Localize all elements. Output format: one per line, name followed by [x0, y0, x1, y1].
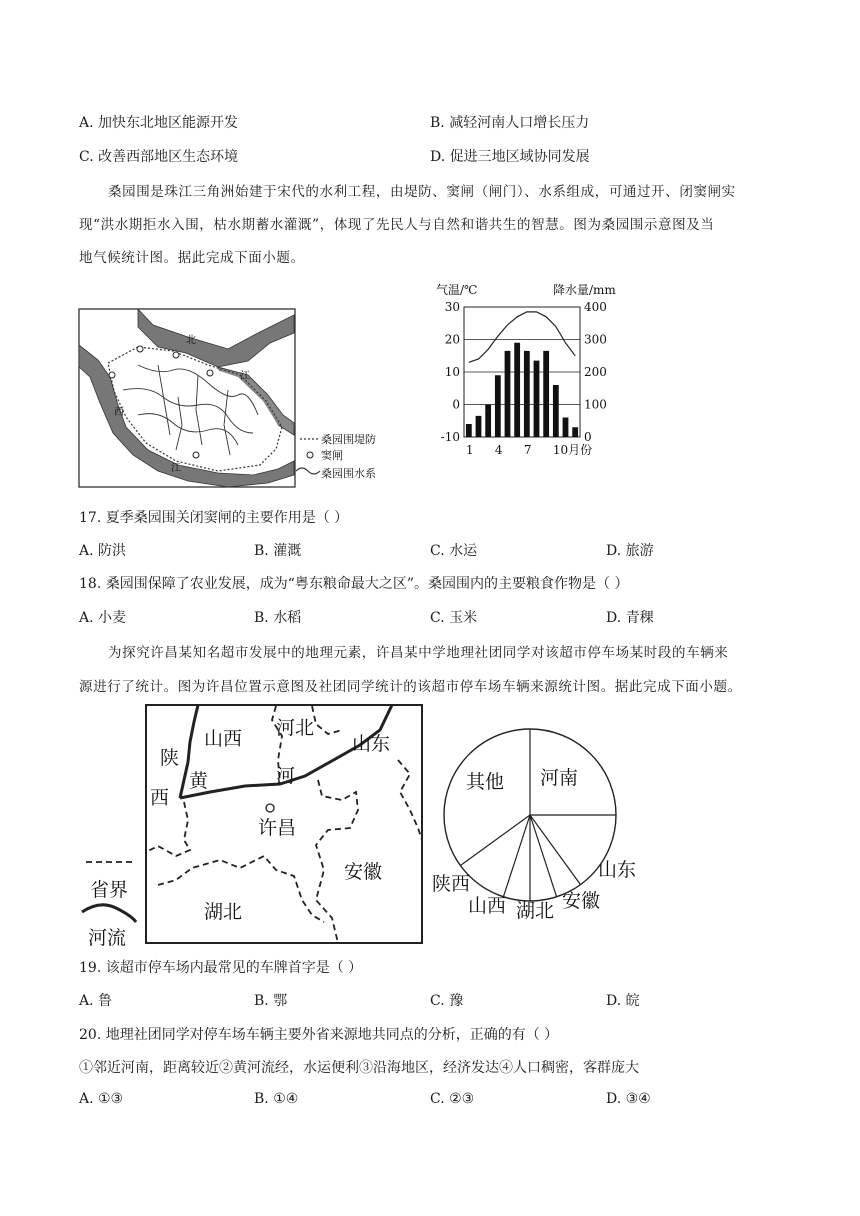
q17-option-a: A. 防洪 [79, 543, 127, 559]
map2-label-shanxi: 山西 [204, 728, 243, 750]
q16-option-d: D. 促进三地区域协同发展 [430, 149, 590, 165]
climate-chart [430, 280, 630, 460]
q16-option-c: C. 改善西部地区生态环境 [79, 149, 239, 165]
map2-label-shandong: 山东 [352, 733, 391, 755]
q20-option-c: C. ②③ [430, 1091, 475, 1107]
passage1-line3: 地气候统计图。据此完成下面小题。 [79, 250, 305, 266]
passage2-line1: 为探究许昌某知名超市发展中的地理元素，许昌某中学地理社团同学对该超市停车场某时段的车辆来 [108, 645, 729, 661]
passage2-line2: 源进行了统计。图为许昌位置示意图及社团同学统计的该超市停车场车辆来源统计图。据此完成下面小题。 [79, 679, 742, 695]
source-pie-chart [420, 720, 650, 930]
q17-option-b: B. 灌溉 [254, 543, 302, 559]
q18-option-b: B. 水稻 [254, 610, 302, 626]
map2-label-anhui: 安徽 [344, 861, 383, 883]
q19-option-d: D. 皖 [606, 993, 640, 1009]
x-tick-label: 4 [494, 443, 503, 457]
precip-bar [534, 361, 540, 437]
right-tick-label: 200 [584, 365, 607, 379]
precip-bar [485, 405, 491, 438]
xuchang-map [80, 700, 430, 950]
passage1-line1: 桑园围是珠江三角洲始建于宋代的水利工程，由堤防、窦闸（闸门）、水系组成，可通过开、闭窦闸实 [108, 184, 736, 200]
sluice-legend-icon [307, 452, 313, 458]
right-tick-label: 100 [584, 397, 607, 412]
x-tick-label: 1 [465, 443, 474, 457]
legend-river-label: 河流 [88, 927, 127, 949]
legend-dike-label: 桑园围堤防 [321, 433, 376, 446]
q20-option-a: A. ①③ [79, 1091, 124, 1107]
precip-bar [495, 375, 501, 437]
precip-bar [543, 351, 549, 437]
legend-border-label: 省界 [90, 879, 129, 901]
precip-bar [505, 351, 511, 437]
river-legend-icon [82, 905, 136, 922]
q19-option-a: A. 鲁 [79, 993, 113, 1009]
q18-option-c: C. 玉米 [430, 610, 478, 626]
map2-label-he: 河 [276, 765, 296, 787]
right-tick-label: 400 [584, 300, 607, 314]
q17-option-d: D. 旅游 [606, 543, 654, 559]
passage1-line2: 现“洪水期拒水入围，枯水期蓄水灌溉”，体现了先民人与自然和谐共生的智慧。图为桑园围示意图及当 [79, 217, 715, 233]
map1-label-jiang1: 江 [240, 371, 250, 382]
q17-stem: 17. 夏季桑园围关闭窦闸的主要作用是（ ） [79, 510, 349, 526]
right-tick-label: 300 [584, 332, 607, 347]
left-tick-label: 10 [444, 365, 460, 379]
map2-label-xi: 西 [150, 787, 170, 809]
temperature-curve [469, 312, 575, 362]
map1-label-xi: 西 [114, 407, 124, 418]
q18-option-d: D. 青稞 [606, 610, 654, 626]
q18-option-a: A. 小麦 [79, 610, 127, 626]
pie-label-other: 其他 [466, 771, 505, 793]
pie-label-shaanxi: 陕西 [432, 873, 471, 895]
pie-label-shandong: 山东 [598, 859, 637, 881]
precip-bar [524, 351, 530, 437]
q19-option-c: C. 豫 [430, 993, 464, 1009]
map1-label-jiang2: 江 [171, 463, 181, 474]
map2-label-hebei: 河北 [276, 717, 315, 739]
pie-label-hubei: 湖北 [516, 900, 555, 922]
legend-water-label: 桑园围水系 [321, 467, 376, 480]
map1-label-bei: 北 [186, 335, 196, 346]
q19-stem: 19. 该超市停车场内最常见的车牌首字是（ ） [79, 960, 363, 976]
right-tick-label: 0 [584, 430, 592, 444]
left-tick-label: -10 [440, 430, 460, 444]
pie-label-henan: 河南 [540, 767, 579, 789]
precip-axis-label: 降水量/mm [553, 283, 616, 297]
q18-stem: 18. 桑园围保障了农业发展，成为“粤东粮命最大之区”。桑园围内的主要粮食作物是（ ） [79, 576, 629, 592]
temp-axis-label: 气温/℃ [436, 283, 478, 297]
q17-option-c: C. 水运 [430, 543, 478, 559]
precip-bar [563, 418, 569, 438]
q16-option-b: B. 减轻河南人口增长压力 [430, 115, 590, 131]
q19-option-b: B. 鄂 [254, 993, 288, 1009]
pie-label-shanxi: 山西 [468, 895, 507, 917]
q20-statement: ①邻近河南，距离较近②黄河流经，水运便利③沿海地区，经济发达④人口稠密，客群庞大 [79, 1060, 639, 1076]
pie-label-anhui: 安徽 [562, 890, 601, 912]
precip-bar [476, 416, 482, 437]
q20-option-d: D. ③④ [606, 1091, 651, 1107]
map2-label-shaan: 陕 [160, 747, 180, 769]
water-legend-icon [296, 468, 320, 474]
xuchang-marker-icon [266, 804, 274, 812]
precip-bar [553, 385, 559, 437]
q20-stem: 20. 地理社团同学对停车场车辆主要外省来源地共同点的分析，正确的有（ ） [79, 1027, 559, 1043]
x-tick-label: 10月份 [552, 443, 593, 457]
left-tick-label: 20 [444, 332, 460, 347]
q20-option-b: B. ①④ [254, 1091, 299, 1107]
precip-bar [466, 424, 472, 437]
sangyuanwei-map [78, 305, 400, 490]
legend-sluice-label: 窦闸 [321, 449, 343, 462]
q16-option-a: A. 加快东北地区能源开发 [79, 115, 239, 131]
precip-bar [572, 427, 578, 437]
x-tick-label: 7 [523, 443, 532, 457]
map2-label-hubei: 湖北 [204, 901, 243, 923]
precip-bar [514, 343, 520, 437]
map2-label-huang: 黄 [189, 770, 209, 792]
left-tick-label: 30 [444, 300, 460, 314]
map2-label-xuchang: 许昌 [258, 817, 297, 839]
left-tick-label: 0 [452, 397, 460, 412]
